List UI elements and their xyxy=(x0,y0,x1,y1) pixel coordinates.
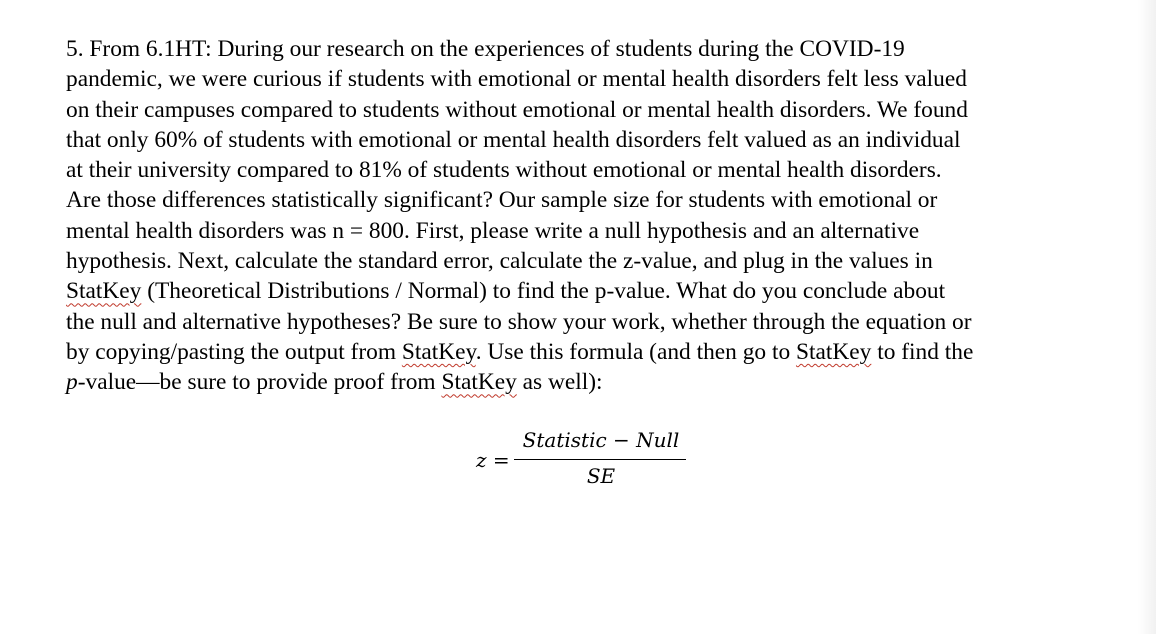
window-edge-shadow xyxy=(1138,0,1156,634)
question-line-12 xyxy=(66,367,1106,397)
question-line-11-part-b: . Use this formula (and then go to xyxy=(475,338,796,365)
question-line-11-part-c: to find the xyxy=(871,338,974,365)
question-line-12-part-c: as well): xyxy=(516,369,603,396)
question-text xyxy=(66,34,1106,398)
question-line-4: that only 60% of students with emotional or mental health disorders felt valued as an individual xyxy=(66,126,961,153)
question-line-9 xyxy=(66,276,1106,306)
question-line-11 xyxy=(66,337,1106,367)
formula-lhs: z = xyxy=(476,448,510,472)
question-line-5: at their university compared to 81% of students without emotional or mental health disorders. xyxy=(66,157,942,184)
formula-denominator: SE xyxy=(586,464,616,488)
question-line-9-rest: (Theoretical Distributions / Normal) to find the p-value. What do you conclude about xyxy=(141,278,946,305)
spellcheck-word-statkey: StatKey xyxy=(795,338,872,365)
spellcheck-word-statkey: StatKey xyxy=(66,278,142,305)
p-italic: p xyxy=(66,369,78,396)
question-line-10: the null and alternative hypotheses? Be sure to show your work, whether through the equation or xyxy=(66,308,972,335)
question-line-1: 5. From 6.1HT: During our research on the experiences of students during the COVID-19 xyxy=(66,36,905,62)
spellcheck-word-statkey: StatKey xyxy=(401,338,476,365)
question-line-2: pandemic, we were curious if students with emotional or mental health disorders felt less valued xyxy=(66,66,967,93)
question-line-7: mental health disorders was n = 800. First, please write a null hypothesis and an alternative xyxy=(66,217,920,244)
question-line-6: Are those differences statistically significant? Our sample size for students with emotional or xyxy=(66,187,938,214)
fraction-bar xyxy=(514,459,686,460)
question-line-11-part-a: by copying/pasting the output from xyxy=(66,338,402,365)
spellcheck-word-statkey: StatKey xyxy=(441,369,517,396)
question-line-12-part-b: -value—be sure to provide proof from xyxy=(77,369,442,396)
z-formula xyxy=(470,424,710,494)
formula-numerator: Statistic − Null xyxy=(522,428,680,452)
question-line-8: hypothesis. Next, calculate the standard error, calculate the z-value, and plug in the values in xyxy=(66,248,933,275)
question-line-3: on their campuses compared to students without emotional or mental health disorders. We found xyxy=(66,96,968,123)
